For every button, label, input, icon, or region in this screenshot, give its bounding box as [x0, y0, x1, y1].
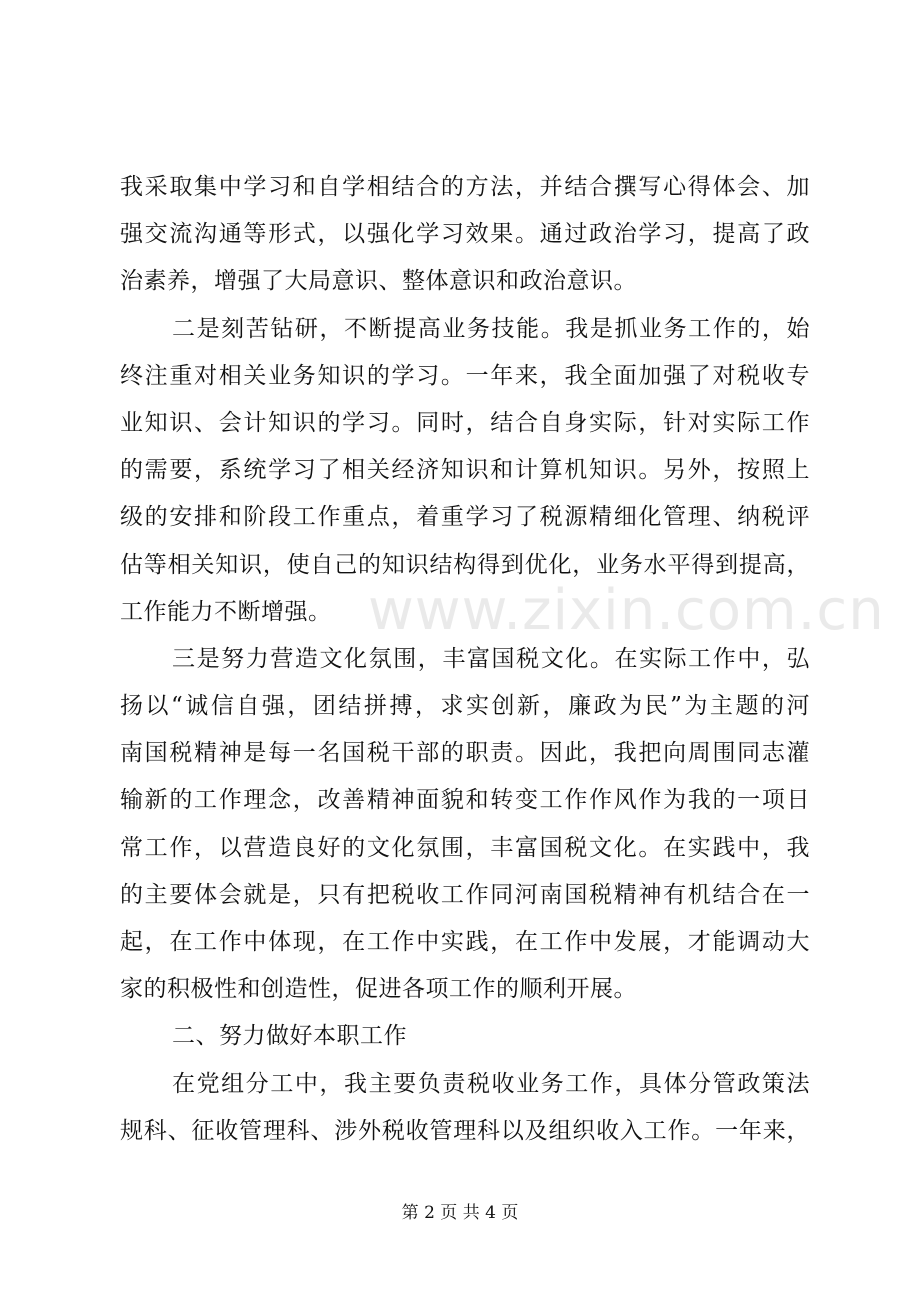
text-line: 强交流沟通等形式，以强化学习效果。通过政治学习，提高了政 [120, 221, 810, 248]
text-line: 工作能力不断增强。 [120, 598, 332, 625]
text-line: 扬以“诚信自强，团结拼搏，求实创新，廉政为民”为主题的河 [120, 693, 810, 720]
text-line: 我采取集中学习和自学相结合的方法，并结合撰写心得体会、加 [120, 174, 810, 200]
text-line: 二、努力做好本职工作 [172, 1023, 407, 1050]
page-footer: 第 2 页 共 4 页 [401, 1203, 519, 1223]
text-line: 估等相关知识，使自己的知识结构得到优化，业务水平得到提高， [120, 551, 810, 578]
text-line: 在党组分工中，我主要负责税收业务工作，具体分管政策法 [172, 1070, 810, 1097]
text-line: 输新的工作理念，改善精神面貌和转变工作作风作为我的一项日 [120, 787, 810, 814]
text-line: 三是努力营造文化氛围，丰富国税文化。在实际工作中，弘 [172, 645, 810, 672]
text-line: 业知识、会计知识的学习。同时，结合自身实际，针对实际工作 [120, 409, 810, 436]
text-line: 家的积极性和创造性，促进各项工作的顺利开展。 [120, 976, 637, 1003]
text-line: 终注重对相关业务知识的学习。一年来，我全面加强了对税收专 [120, 362, 810, 389]
watermark: www.zixin.com.cn [368, 578, 885, 643]
text-line: 常工作，以营造良好的文化氛围，丰富国税文化。在实践中，我 [120, 834, 810, 861]
text-line: 南国税精神是每一名国税干部的职责。因此，我把向周围同志灌 [120, 740, 810, 767]
document-body [120, 164, 810, 1155]
text-line: 级的安排和阶段工作重点，着重学习了税源精细化管理、纳税评 [120, 504, 810, 531]
text-line: 的需要，系统学习了相关经济知识和计算机知识。另外，按照上 [120, 457, 810, 484]
text-line: 规科、征收管理科、涉外税收管理科以及组织收入工作。一年来， [120, 1117, 810, 1144]
text-line: 起，在工作中体现，在工作中实践，在工作中发展，才能调动大 [120, 929, 810, 955]
text-line: 的主要体会就是，只有把税收工作同河南国税精神有机结合在一 [120, 881, 810, 908]
text-line: 二是刻苦钻研，不断提高业务技能。我是抓业务工作的，始 [172, 315, 810, 342]
text-line: 治素养，增强了大局意识、整体意识和政治意识。 [120, 268, 637, 295]
